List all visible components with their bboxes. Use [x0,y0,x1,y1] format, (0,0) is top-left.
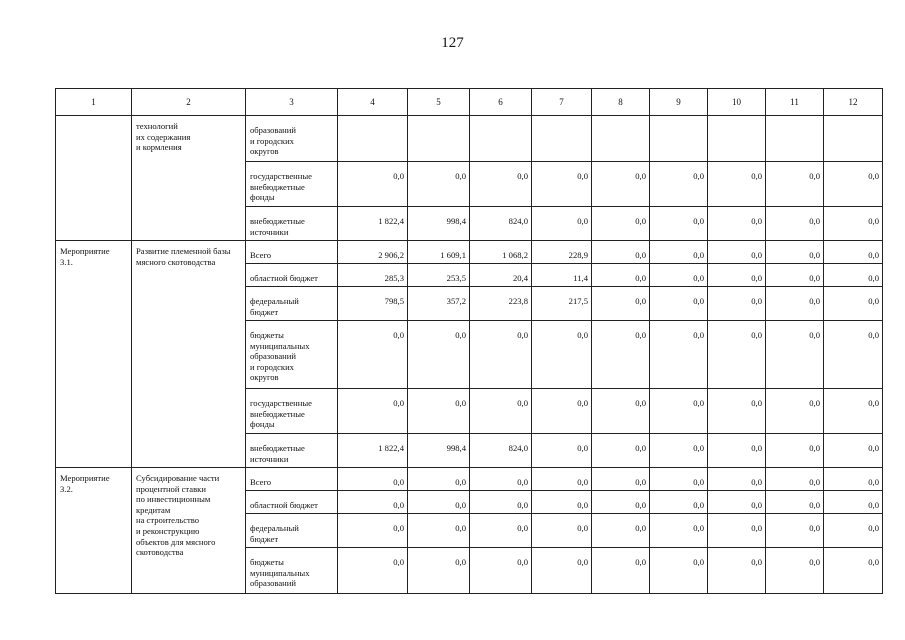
value-cell: 998,4 [408,207,470,241]
value-cell: 0,0 [650,514,708,548]
funding-source-cell: государственные внебюджетные фонды [246,389,338,434]
value-cell: 0,0 [650,548,708,594]
value-cell: 0,0 [408,162,470,207]
column-header: 2 [132,89,246,116]
value-cell: 217,5 [532,287,592,321]
value-cell: 0,0 [592,321,650,389]
value-cell: 824,0 [470,434,532,468]
event-title-cell: Субсидирование части процентной ставки по инвестиционным кредитам на строительство и реконструкцию объектов для мясного скотоводства [132,468,246,594]
value-cell: 0,0 [708,287,766,321]
value-cell: 0,0 [708,321,766,389]
value-cell: 0,0 [592,468,650,491]
column-header: 7 [532,89,592,116]
value-cell: 0,0 [650,434,708,468]
value-cell: 0,0 [650,389,708,434]
value-cell [824,116,883,162]
event-cell [56,116,132,241]
column-header: 5 [408,89,470,116]
value-cell [338,116,408,162]
value-cell: 0,0 [470,548,532,594]
funding-source-cell: Всего [246,468,338,491]
event-title-cell: Развитие племенной базы мясного скотоводства [132,241,246,468]
value-cell: 0,0 [408,491,470,514]
value-cell: 0,0 [824,434,883,468]
value-cell: 998,4 [408,434,470,468]
value-cell: 0,0 [592,491,650,514]
value-cell: 285,3 [338,264,408,287]
value-cell: 0,0 [824,207,883,241]
value-cell: 0,0 [708,389,766,434]
value-cell: 0,0 [592,434,650,468]
value-cell: 0,0 [766,321,824,389]
value-cell [470,116,532,162]
funding-source-cell: федеральный бюджет [246,514,338,548]
funding-source-cell: областной бюджет [246,264,338,287]
value-cell: 0,0 [766,434,824,468]
value-cell: 0,0 [766,264,824,287]
value-cell: 0,0 [592,241,650,264]
column-header: 1 [56,89,132,116]
value-cell: 0,0 [338,321,408,389]
value-cell: 253,5 [408,264,470,287]
value-cell: 0,0 [824,389,883,434]
value-cell: 0,0 [650,162,708,207]
value-cell: 11,4 [532,264,592,287]
table-row [56,116,883,162]
value-cell: 0,0 [532,162,592,207]
funding-source-cell: Всего [246,241,338,264]
value-cell: 223,8 [470,287,532,321]
page-number: 127 [441,35,464,51]
value-cell: 1 068,2 [470,241,532,264]
value-cell: 0,0 [470,162,532,207]
value-cell: 0,0 [408,389,470,434]
column-header: 6 [470,89,532,116]
value-cell: 0,0 [532,434,592,468]
value-cell: 1 822,4 [338,207,408,241]
table-row [56,241,883,264]
value-cell: 357,2 [408,287,470,321]
budget-table [55,88,883,594]
value-cell: 0,0 [708,207,766,241]
value-cell: 0,0 [650,207,708,241]
value-cell: 0,0 [408,514,470,548]
value-cell: 0,0 [592,548,650,594]
value-cell: 0,0 [824,468,883,491]
funding-source-cell: федеральный бюджет [246,287,338,321]
value-cell: 228,9 [532,241,592,264]
value-cell: 0,0 [766,162,824,207]
value-cell: 0,0 [650,287,708,321]
value-cell: 0,0 [532,514,592,548]
header-row [56,89,883,116]
funding-source-cell: государственные внебюджетные фонды [246,162,338,207]
value-cell: 0,0 [532,389,592,434]
value-cell: 0,0 [824,548,883,594]
value-cell: 0,0 [708,468,766,491]
value-cell: 0,0 [470,321,532,389]
value-cell: 0,0 [532,491,592,514]
value-cell: 0,0 [592,264,650,287]
value-cell: 0,0 [824,264,883,287]
column-header: 11 [766,89,824,116]
value-cell [708,116,766,162]
value-cell [408,116,470,162]
value-cell: 1 609,1 [408,241,470,264]
value-cell: 0,0 [338,162,408,207]
value-cell: 0,0 [532,207,592,241]
value-cell: 0,0 [408,468,470,491]
value-cell: 0,0 [708,548,766,594]
value-cell: 0,0 [824,162,883,207]
value-cell: 0,0 [470,491,532,514]
value-cell: 0,0 [766,389,824,434]
value-cell: 20,4 [470,264,532,287]
value-cell: 0,0 [592,162,650,207]
table-row [56,468,883,491]
column-header: 12 [824,89,883,116]
column-header: 4 [338,89,408,116]
event-title-cell: технологий их содержания и кормления [132,116,246,241]
value-cell: 0,0 [592,207,650,241]
value-cell: 0,0 [824,321,883,389]
value-cell: 0,0 [708,514,766,548]
value-cell: 0,0 [708,241,766,264]
value-cell: 0,0 [766,287,824,321]
value-cell: 0,0 [708,264,766,287]
value-cell: 0,0 [708,491,766,514]
value-cell [592,116,650,162]
value-cell: 0,0 [338,548,408,594]
funding-source-cell: внебюджетные источники [246,207,338,241]
column-header: 8 [592,89,650,116]
value-cell: 0,0 [470,468,532,491]
value-cell: 0,0 [766,241,824,264]
value-cell: 0,0 [532,321,592,389]
funding-source-cell: бюджеты муниципальных образований [246,548,338,594]
value-cell [766,116,824,162]
value-cell: 0,0 [824,241,883,264]
value-cell: 0,0 [532,468,592,491]
value-cell: 0,0 [824,491,883,514]
value-cell: 0,0 [766,514,824,548]
value-cell: 0,0 [408,548,470,594]
value-cell: 0,0 [766,207,824,241]
value-cell: 0,0 [592,389,650,434]
value-cell: 1 822,4 [338,434,408,468]
value-cell: 0,0 [338,468,408,491]
value-cell: 2 906,2 [338,241,408,264]
value-cell: 0,0 [532,548,592,594]
value-cell: 0,0 [470,514,532,548]
value-cell: 0,0 [766,468,824,491]
value-cell: 824,0 [470,207,532,241]
value-cell: 798,5 [338,287,408,321]
column-header: 3 [246,89,338,116]
funding-source-cell: бюджеты муниципальных образований и городских округов [246,321,338,389]
value-cell: 0,0 [650,468,708,491]
value-cell: 0,0 [650,321,708,389]
value-cell [650,116,708,162]
value-cell: 0,0 [408,321,470,389]
funding-source-cell: областной бюджет [246,491,338,514]
value-cell: 0,0 [708,434,766,468]
value-cell: 0,0 [824,514,883,548]
value-cell: 0,0 [338,514,408,548]
value-cell: 0,0 [766,548,824,594]
event-cell: Мероприятие 3.1. [56,241,132,468]
value-cell: 0,0 [592,514,650,548]
value-cell: 0,0 [592,287,650,321]
value-cell: 0,0 [766,491,824,514]
value-cell: 0,0 [650,241,708,264]
column-header: 10 [708,89,766,116]
value-cell: 0,0 [650,264,708,287]
column-header: 9 [650,89,708,116]
value-cell: 0,0 [824,287,883,321]
value-cell: 0,0 [338,389,408,434]
value-cell: 0,0 [338,491,408,514]
value-cell: 0,0 [708,162,766,207]
funding-source-cell: внебюджетные источники [246,434,338,468]
value-cell: 0,0 [470,389,532,434]
value-cell [532,116,592,162]
funding-source-cell: образований и городских округов [246,116,338,162]
event-cell: Мероприятие 3.2. [56,468,132,594]
value-cell: 0,0 [650,491,708,514]
